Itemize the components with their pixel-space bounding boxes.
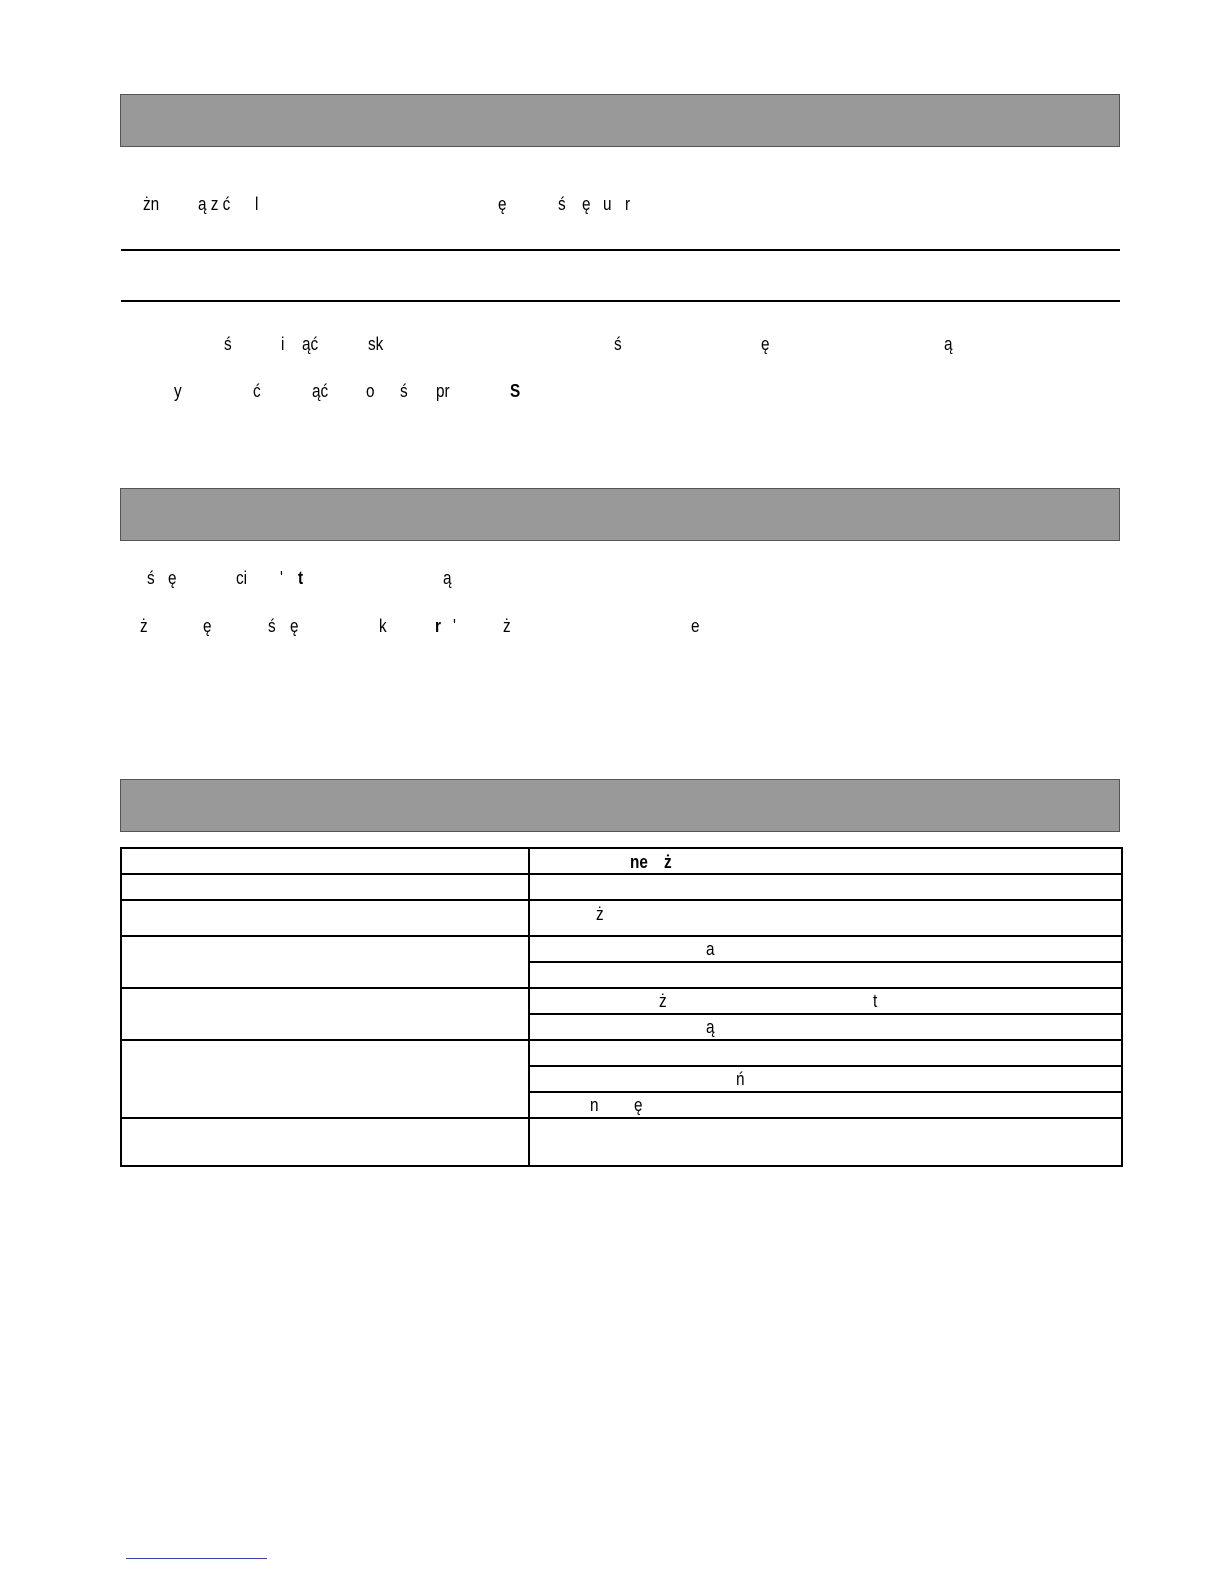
footnote-rule [126,1558,267,1559]
text-fragment: ę [203,616,212,636]
text-fragment: e [691,616,700,636]
table-cell [121,936,529,988]
text-fragment: ą [443,568,452,588]
text-fragment: t [873,991,878,1011]
text-fragment: u [603,194,612,214]
text-fragment: ż [659,991,667,1011]
text-fragment: ą [706,1017,715,1037]
table-cell [529,1066,1122,1092]
text-fragment: r [625,194,631,214]
text-fragment: a [706,939,715,959]
table-row [121,900,1122,936]
table-cell [121,1118,529,1166]
text-fragment: o [366,381,375,401]
table-cell [121,900,529,936]
table-row [121,1040,1122,1066]
table-cell [121,1040,529,1118]
data-table [120,847,1123,1167]
text-fragment: t [298,568,304,588]
section-2-header-bar [120,488,1120,541]
table-cell [529,900,1122,936]
table-row [121,936,1122,962]
table-cell [529,1118,1122,1166]
divider-rule-bottom [121,300,1120,302]
text-fragment: ś [400,381,408,401]
text-fragment: żn [143,194,160,214]
table-row [121,1118,1122,1166]
text-fragment: ne [630,852,648,872]
text-fragment: sk [368,334,384,354]
table-cell [529,962,1122,988]
text-fragment: ą z ć [198,194,231,214]
text-fragment: ą [944,334,953,354]
text-fragment: ż [503,616,511,636]
text-fragment: y [174,381,182,401]
text-fragment: n [590,1095,599,1115]
table-row [121,988,1122,1014]
text-fragment: ś [614,334,622,354]
text-fragment: i [281,334,285,354]
table-cell [529,1014,1122,1040]
text-fragment: l [255,194,259,214]
text-fragment: ci [236,568,248,588]
text-fragment: S [510,381,521,401]
table-row [121,874,1122,900]
text-fragment: ę [498,194,507,214]
text-fragment: ąć [302,334,319,354]
text-fragment: ś [224,334,232,354]
table-cell [529,936,1122,962]
text-fragment: ś [558,194,566,214]
text-fragment: ę [634,1095,643,1115]
table-cell [529,1040,1122,1066]
table-row [121,848,1122,874]
text-fragment: ż [596,904,604,924]
text-fragment: ę [290,616,299,636]
section-3-header-bar [120,779,1120,832]
text-fragment: ć [253,381,261,401]
table-cell [121,848,529,874]
text-fragment: ę [761,334,770,354]
text-fragment: ąć [312,381,329,401]
table-cell [529,1092,1122,1118]
table-cell [529,874,1122,900]
text-fragment: ę [582,194,591,214]
text-fragment: pr [436,381,450,401]
table-cell [529,988,1122,1014]
text-fragment: ' [280,568,283,588]
table-cell [121,988,529,1040]
text-fragment: ' [453,616,456,636]
table-cell [121,874,529,900]
text-fragment: ż [664,852,672,872]
divider-rule-top [121,249,1120,251]
text-fragment: ś [268,616,276,636]
text-fragment: ń [736,1069,745,1089]
text-fragment: ż [140,616,148,636]
section-1-header-bar [120,94,1120,147]
text-fragment: r [435,616,441,636]
text-fragment: ś [147,568,155,588]
table-header-cell [529,848,1122,874]
text-fragment: ę [168,568,177,588]
text-fragment: k [379,616,387,636]
